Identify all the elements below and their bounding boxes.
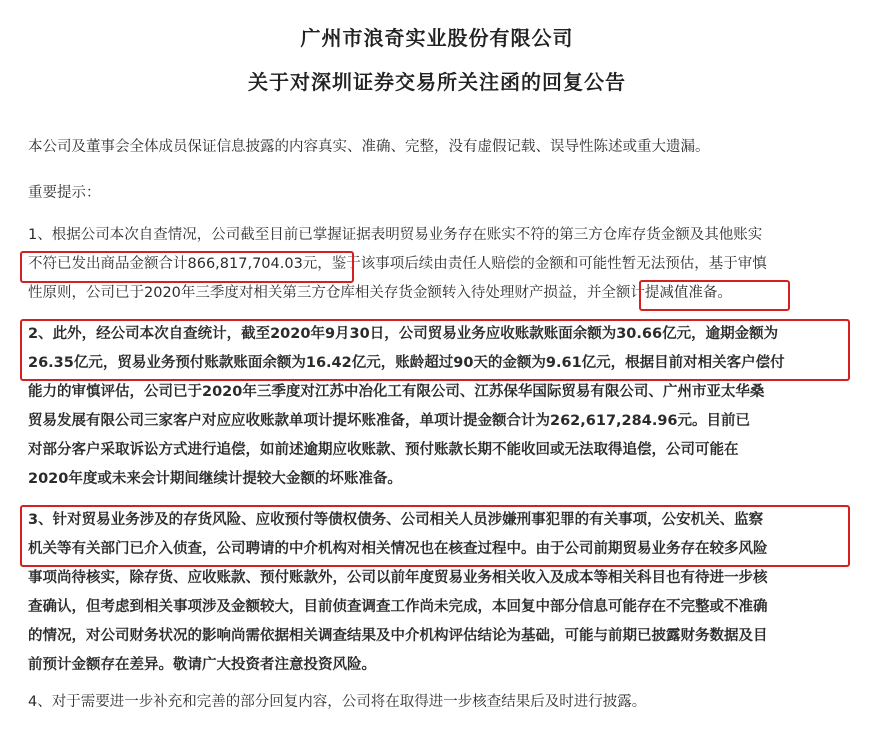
- notice-item-4: [28, 688, 848, 717]
- item-line: 3、针对贸易业务涉及的存货风险、应收预付等债权债务、公司相关人员涉嫌刑事犯罪的有关事项，公安机关、监察: [28, 512, 764, 528]
- company-title: 广州市浪奇实业股份有限公司: [300, 26, 574, 50]
- notice-item-3: [28, 506, 848, 680]
- item-line: 前预计金额存在差异。敬请广大投资者注意投资风险。: [28, 657, 376, 673]
- item-line: 能力的审慎评估，公司已于2020年三季度对江苏中冶化工有限公司、江苏保华国际贸易有限公司、广州市亚太华桑: [28, 384, 765, 400]
- item-line: 贸易发展有限公司三家客户对应应收账款单项计提坏账准备，单项计提金额合计为262,617,284.96元。目前已: [28, 413, 751, 429]
- notice-item-2: [28, 320, 848, 494]
- notice-heading: [28, 179, 848, 208]
- statement-text: 本公司及董事会全体成员保证信息披露的内容真实、准确、完整，没有虚假记载、误导性陈述或重大遗漏。: [28, 139, 710, 155]
- item-line: 机关等有关部门已介入侦查，公司聘请的中介机构对相关情况也在核查过程中。由于公司前期贸易业务存在较多风险: [28, 541, 768, 557]
- item-line: 的情况，对公司财务状况的影响尚需依据相关调查结果及中介机构评估结论为基础，可能与前期已披露财务数据及目: [28, 628, 768, 644]
- item-line: 对部分客户采取诉讼方式进行追偿，如前述逾期应收账款、预付账款长期不能收回或无法取得追偿，公司可能在: [28, 442, 739, 458]
- item-line: 性原则，公司已于2020年三季度对相关第三方仓库相关存货金额转入待处理财产损益，并全额计提减值准备。: [28, 285, 732, 301]
- item-line: 1、根据公司本次自查情况，公司截至目前已掌握证据表明贸易业务存在账实不符的第三方仓库存货金额及其他账实: [28, 227, 763, 243]
- item-line: 26.35亿元，贸易业务预付账款账面余额为16.42亿元，账龄超过90天的金额为9.61亿元，根据目前对相关客户偿付: [28, 355, 785, 371]
- item-line: 2、此外，经公司本次自查统计，截至2020年9月30日，公司贸易业务应收账款账面余额为30.66亿元，逾期金额为: [28, 326, 779, 342]
- announcement-title: 关于对深圳证券交易所关注函的回复公告: [248, 70, 626, 94]
- item-line: 不符已发出商品金额合计866,817,704.03元，鉴于该事项后续由责任人赔偿的金额和可能性暂无法预估，基于审慎: [28, 256, 767, 272]
- item-line: 查确认，但考虑到相关事项涉及金额较大，目前侦查调查工作尚未完成，本回复中部分信息可能存在不完整或不准确: [28, 599, 768, 615]
- notice-heading-text: 重要提示：: [28, 185, 101, 201]
- disclosure-statement: [28, 133, 848, 162]
- item-line: 事项尚待核实，除存货、应收账款、预付账款外，公司以前年度贸易业务相关收入及成本等相关科目也有待进一步核: [28, 570, 768, 586]
- notice-item-1: [28, 221, 848, 308]
- item-line: 2020年度或未来会计期间继续计提较大金额的坏账准备。: [28, 471, 402, 487]
- item-line: 4、对于需要进一步补充和完善的部分回复内容，公司将在取得进一步核查结果后及时进行披露。: [28, 694, 647, 710]
